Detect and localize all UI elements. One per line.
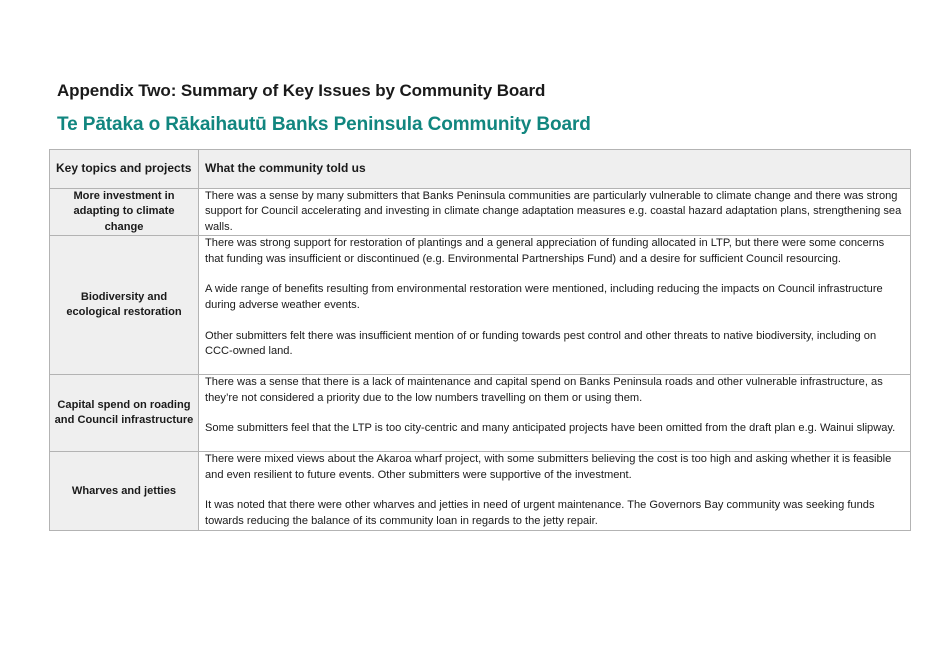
topic-cell: More investment in adapting to climate change	[50, 189, 199, 236]
table-row	[50, 452, 911, 531]
topic-cell: Biodiversity and ecological restoration	[50, 236, 199, 375]
topic-cell: Capital spend on roading and Council infrastructure	[50, 375, 199, 452]
table-row	[50, 375, 911, 452]
description-paragraph: Other submitters felt there was insufficient mention of or funding towards pest control and other threats to native biodiversity, including on CCC-owned land.	[205, 329, 877, 358]
header-community-told-us: What the community told us	[199, 150, 911, 189]
description-cell	[199, 452, 911, 531]
description-paragraph: There was strong support for restoration of plantings and a general appreciation of funding allocated in LTP, but there were some concerns that funding was insufficient or discontinued (e.g. Environmental Partnerships Fund) and a desire for sufficient Council resourcing.	[205, 237, 885, 265]
table-header-row	[50, 150, 911, 189]
description-paragraph: There was a sense by many submitters that Banks Peninsula communities are particularly vulnerable to climate change and there was strong support for Council accelerating and investing in climate change adaptation measures e.g. coastal hazard adaptation plans, strengthening sea walls.	[205, 190, 902, 233]
description-cell	[199, 189, 911, 236]
description-cell	[199, 375, 911, 452]
key-issues-table	[49, 149, 911, 531]
description-paragraph: There were mixed views about the Akaroa wharf project, with some submitters believing the cost is too high and asking whether it is feasible and even resilient to future events. Other submitters were supportive of the investment.	[205, 453, 892, 481]
description-paragraph: A wide range of benefits resulting from environmental restoration were mentioned, including reducing the impacts on Council infrastructure during adverse weather events.	[205, 283, 883, 311]
header-key-topics: Key topics and projects	[50, 150, 199, 189]
community-board-title: Te Pātaka o Rākaihautū Banks Peninsula Community Board	[57, 114, 591, 135]
description-paragraph: There was a sense that there is a lack of maintenance and capital spend on Banks Peninsula roads and other vulnerable infrastructure, as they’re not considered a priority due to the low numbers travelling on them or using them.	[205, 376, 883, 404]
page-title: Appendix Two: Summary of Key Issues by Community Board	[57, 81, 546, 100]
table-row	[50, 189, 911, 236]
description-cell	[199, 236, 911, 375]
topic-cell: Wharves and jetties	[50, 452, 199, 531]
description-paragraph: It was noted that there were other wharves and jetties in need of urgent maintenance. The Governors Bay community was seeking funds towards reducing the balance of its community loan in regards to the jetty repair.	[205, 499, 875, 527]
table-row	[50, 236, 911, 375]
description-paragraph: Some submitters feel that the LTP is too city-centric and many anticipated projects have been omitted from the draft plan e.g. Wainui slipway.	[205, 422, 896, 435]
